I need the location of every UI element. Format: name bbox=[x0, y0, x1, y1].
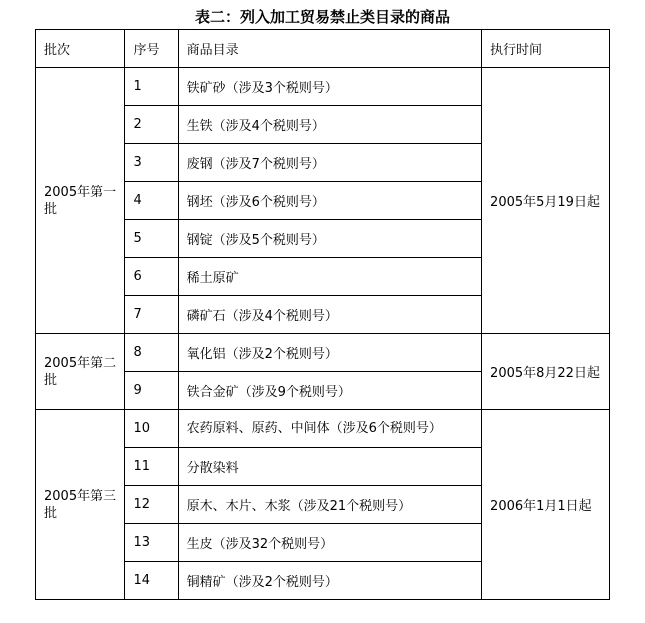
row-number: 2 bbox=[125, 106, 178, 144]
goods-cell: 铁矿砂（涉及3个税则号） bbox=[178, 68, 481, 106]
batch-cell: 2005年第一批 bbox=[36, 68, 125, 334]
row-number: 8 bbox=[125, 334, 178, 372]
header-no: 序号 bbox=[125, 30, 178, 68]
goods-cell: 钢坯（涉及6个税则号） bbox=[178, 182, 481, 220]
row-number: 10 bbox=[125, 410, 178, 448]
row-number: 9 bbox=[125, 372, 178, 410]
header-date: 执行时间 bbox=[482, 30, 610, 68]
table-row bbox=[36, 410, 610, 448]
goods-cell: 生铁（涉及4个税则号） bbox=[178, 106, 481, 144]
goods-cell: 生皮（涉及32个税则号） bbox=[178, 524, 481, 562]
date-cell: 2006年1月1日起 bbox=[482, 410, 610, 600]
date-cell: 2005年5月19日起 bbox=[482, 68, 610, 334]
goods-cell: 钢锭（涉及5个税则号） bbox=[178, 220, 481, 258]
row-number: 7 bbox=[125, 296, 178, 334]
row-number: 4 bbox=[125, 182, 178, 220]
goods-cell: 铜精矿（涉及2个税则号） bbox=[178, 562, 481, 600]
table-row bbox=[36, 334, 610, 372]
row-number: 5 bbox=[125, 220, 178, 258]
batch-cell: 2005年第三批 bbox=[36, 410, 125, 600]
batch-cell: 2005年第二批 bbox=[36, 334, 125, 410]
goods-cell: 铁合金矿（涉及9个税则号） bbox=[178, 372, 481, 410]
row-number: 1 bbox=[125, 68, 178, 106]
prohibited-goods-table bbox=[35, 29, 610, 600]
row-number: 13 bbox=[125, 524, 178, 562]
header-goods: 商品目录 bbox=[178, 30, 481, 68]
goods-cell: 磷矿石（涉及4个税则号） bbox=[178, 296, 481, 334]
table-title: 表二：列入加工贸易禁止类目录的商品 bbox=[194, 8, 450, 26]
goods-cell: 农药原料、原药、中间体（涉及6个税则号） bbox=[178, 410, 481, 448]
row-number: 12 bbox=[125, 486, 178, 524]
header-batch: 批次 bbox=[36, 30, 125, 68]
goods-cell: 原木、木片、木浆（涉及21个税则号） bbox=[178, 486, 481, 524]
row-number: 14 bbox=[125, 562, 178, 600]
table-row bbox=[36, 68, 610, 106]
goods-cell: 分散染料 bbox=[178, 448, 481, 486]
row-number: 3 bbox=[125, 144, 178, 182]
row-number: 11 bbox=[125, 448, 178, 486]
goods-cell: 废钢（涉及7个税则号） bbox=[178, 144, 481, 182]
goods-cell: 氧化铝（涉及2个税则号） bbox=[178, 334, 481, 372]
header-row bbox=[36, 30, 610, 68]
goods-cell: 稀土原矿 bbox=[178, 258, 481, 296]
row-number: 6 bbox=[125, 258, 178, 296]
date-cell: 2005年8月22日起 bbox=[482, 334, 610, 410]
